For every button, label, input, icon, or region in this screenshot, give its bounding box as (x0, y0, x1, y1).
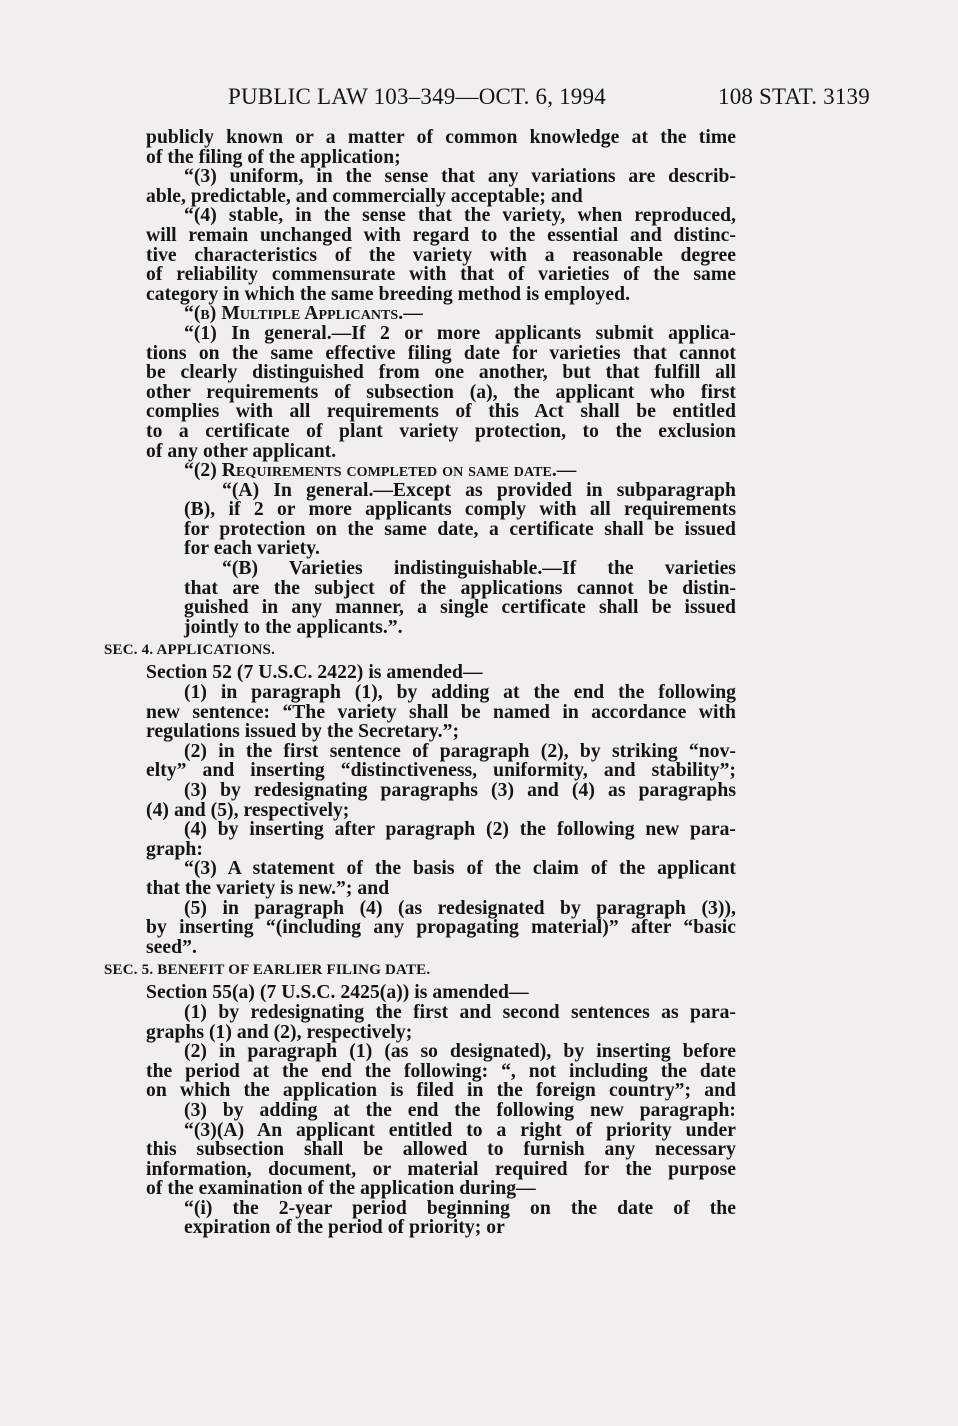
text-line: will remain unchanged with regard to the essential and distinc- (146, 224, 736, 246)
text-line: graph: (146, 838, 203, 860)
text-line: “(i) the 2-year period beginning on the date of the (184, 1197, 736, 1219)
text-line: category in which the same breeding method is employed. (146, 283, 631, 305)
text-line: that are the subject of the applications cannot be distin- (184, 577, 736, 599)
text-line: other requirements of subsection (a), the applicant who first (146, 381, 736, 403)
text-line: this subsection shall be allowed to furnish any necessary (146, 1139, 736, 1161)
text-line: on which the application is filed in the foreign country”; and (146, 1080, 736, 1102)
text-line: (3) by adding at the end the following new paragraph: (184, 1099, 736, 1121)
text-line: of the filing of the application; (146, 146, 401, 168)
section-heading: SEC. 5. BENEFIT OF EARLIER FILING DATE. (104, 962, 431, 979)
text-line: “(2) Requirements completed on same date.— (184, 460, 577, 482)
text-line: of any other applicant. (146, 440, 337, 462)
text-line: regulations issued by the Secretary.”; (146, 721, 460, 743)
text-line: (B), if 2 or more applicants comply with all requirements (184, 499, 736, 521)
text-line: the period at the end the following: “, not including the date (146, 1060, 736, 1082)
text-line: (2) in paragraph (1) (as so designated), by inserting before (184, 1041, 736, 1063)
text-line: to a certificate of plant variety protection, to the exclusion (146, 420, 736, 442)
page-number: 108 STAT. 3139 (718, 84, 870, 109)
text-line: information, document, or material required for the purpose (146, 1158, 736, 1180)
text-line: for protection on the same date, a certificate shall be issued (184, 518, 736, 540)
text-line: of reliability commensurate with that of varieties of the same (146, 264, 736, 286)
text-line: for each variety. (184, 538, 320, 560)
text-line: be clearly distinguished from one another, but that fulfill all (146, 362, 736, 384)
text-line: seed”. (146, 936, 197, 958)
text-line: elty” and inserting “distinctiveness, uniformity, and stability”; (146, 760, 736, 782)
text-line: “(4) stable, in the sense that the variety, when reproduced, (184, 205, 736, 227)
text-line: Section 55(a) (7 U.S.C. 2425(a)) is amended— (146, 982, 529, 1004)
text-line: “(B) Varieties indistinguishable.—If the varieties (222, 558, 736, 580)
text-line: “(1) In general.—If 2 or more applicants submit applica- (184, 322, 736, 344)
text-line: new sentence: “The variety shall be named in accordance with (146, 701, 736, 723)
text-line: “(3) uniform, in the sense that any variations are describ- (184, 166, 736, 188)
text-line: publicly known or a matter of common knowledge at the time (146, 127, 736, 148)
text-line: “(3) A statement of the basis of the claim of the applicant (184, 858, 736, 880)
text-line: “(b) Multiple Applicants.— (184, 303, 423, 325)
statute-text (104, 127, 736, 1239)
text-line: complies with all requirements of this Act shall be entitled (146, 401, 736, 423)
text-line: that the variety is new.”; and (146, 877, 390, 899)
text-line: (5) in paragraph (4) (as redesignated by paragraph (3)), (184, 897, 736, 919)
text-line: jointly to the applicants.”. (184, 616, 403, 638)
text-line: of the examination of the application during— (146, 1178, 536, 1200)
text-line: expiration of the period of priority; or (184, 1217, 505, 1239)
text-line: (1) by redesignating the first and second sentences as para- (184, 1001, 736, 1023)
text-line: (1) in paragraph (1), by adding at the end the following (184, 682, 736, 704)
text-line: tions on the same effective filing date for varieties that cannot (146, 342, 736, 364)
section-heading: SEC. 4. APPLICATIONS. (104, 642, 276, 659)
text-line: guished in any manner, a single certificate shall be issued (184, 597, 736, 619)
text-line: Section 52 (7 U.S.C. 2422) is amended— (146, 662, 483, 684)
text-line: (3) by redesignating paragraphs (3) and (4) as paragraphs (184, 780, 736, 801)
text-line: “(3)(A) An applicant entitled to a right of priority under (184, 1119, 736, 1141)
text-line: (2) in the first sentence of paragraph (2), by striking “nov- (184, 740, 736, 762)
running-header-title: PUBLIC LAW 103–349—OCT. 6, 1994 (228, 84, 606, 109)
text-line: able, predictable, and commercially acceptable; and (146, 185, 583, 207)
text-line: tive characteristics of the variety with a reasonable degree (146, 244, 736, 266)
text-line: graphs (1) and (2), respectively; (146, 1021, 413, 1043)
text-line: (4) and (5), respectively; (146, 799, 350, 821)
text-line: by inserting “(including any propagating material)” after “basic (146, 917, 736, 939)
text-line: “(A) In general.—Except as provided in subparagraph (222, 479, 736, 501)
text-line: (4) by inserting after paragraph (2) the following new para- (184, 819, 736, 841)
